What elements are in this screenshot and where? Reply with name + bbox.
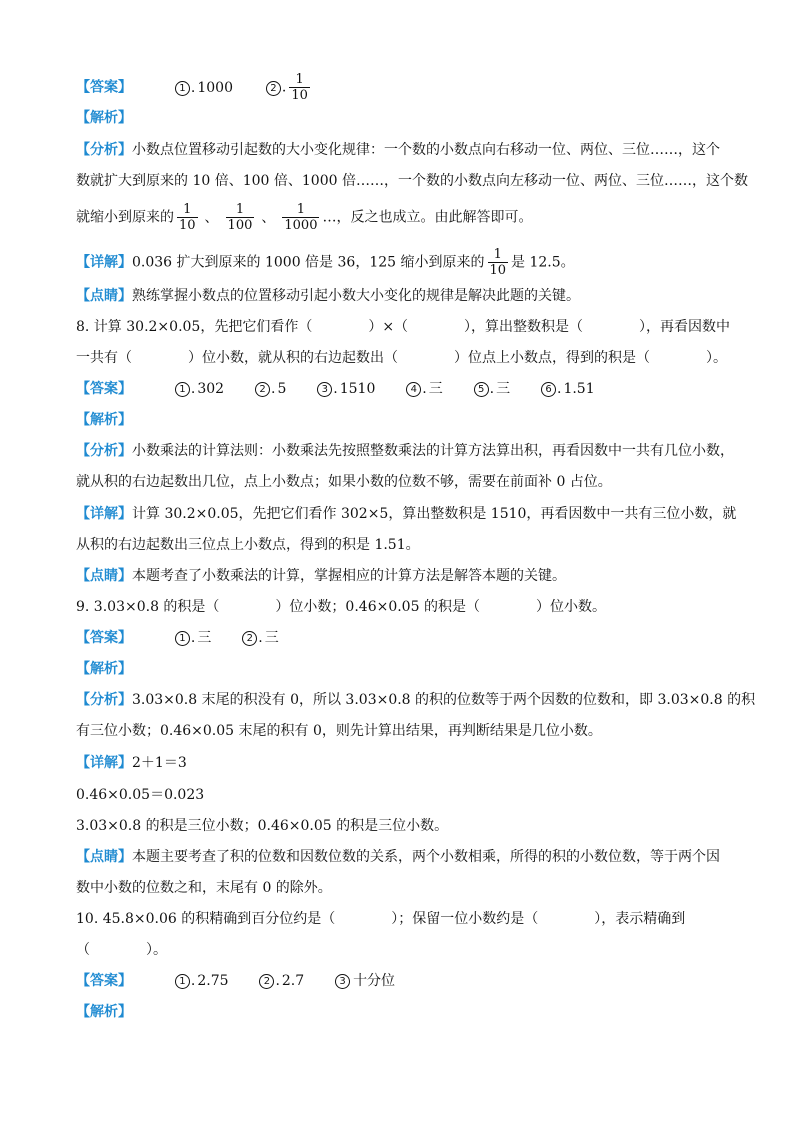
q8-fenxi-line-1: 【分析】小数乘法的计算法则：小数乘法先按照整数乘法的计算方法算出积，再看因数中一共有几位小数，: [76, 443, 734, 459]
q9-answer-1: 1 . 三: [175, 628, 211, 648]
q10-analysis-label: 【解析】: [76, 1004, 132, 1020]
q9-analysis-label: 【解析】: [76, 661, 132, 677]
dianjing-label: 【点睛】: [76, 288, 132, 304]
q7-fenxi-line-1: 【分析】小数点位置移动引起数的大小变化规律：一个数的小数点向右移动一位、两位、三位……，这个: [76, 142, 720, 158]
answer-label: 【答案】: [76, 630, 132, 646]
q7-analysis-label: 【解析】: [76, 110, 132, 126]
q8-xiangjie-line-1: 【详解】计算 30.2×0.05，先把它们看作 302×5，算出整数积是 1510，再看因数中一共有三位小数，就: [76, 506, 737, 522]
q8-answer-1: 1 . 302: [175, 379, 224, 399]
q10-answer-1: 1 . 2.75: [175, 971, 229, 991]
q8-answer-2: 2 . 5: [255, 379, 286, 399]
q8-answer-3: 3 . 1510: [317, 379, 375, 399]
fenxi-label: 【分析】: [76, 692, 132, 708]
fenxi-label: 【分析】: [76, 142, 132, 158]
xiangjie-label: 【详解】: [76, 254, 132, 271]
fenxi-label: 【分析】: [76, 443, 132, 459]
q7-dianjing: 【点睛】熟练掌握小数点的位置移动引起小数大小变化的规律是解决此题的关键。: [76, 288, 580, 304]
q9-dianjing-line-1: 【点睛】本题主要考查了积的位数和因数位数的关系，两个小数相乘，所得的积的小数位数，等于两个因: [76, 849, 720, 865]
q8-answer-row: [76, 379, 595, 399]
answer-label: 【答案】: [76, 973, 132, 989]
q9-answer-2: 2 . 三: [242, 628, 278, 648]
q7-fenxi-line-2: 数就扩大到原来的 10 倍、100 倍、1000 倍……，一个数的小数点向左移动一位、两位、三位……，这个数: [76, 173, 748, 189]
q8-question-line-1: 8. 计算 30.2×0.05，先把它们看作（ ）×（ ），算出整数积是（ ），再看因数中: [76, 319, 731, 335]
q8-analysis-label: 【解析】: [76, 412, 132, 428]
q7-answer-2: 2 . $\frac{1}{10}$: [266, 72, 313, 103]
q9-fenxi-line-2: 有三位小数；0.46×0.05 末尾的积有 0，则先计算出结果，再判断结果是几位小数。: [76, 723, 602, 739]
q7-xiangjie: 【详解】0.036 扩大到原来的 1000 倍是 36，125 缩小到原来的 $\frac{1}{10}$ 是 12.5。: [76, 247, 575, 278]
fraction: $\frac{1}{10}$: [489, 247, 507, 278]
q8-dianjing: 【点睛】本题考查了小数乘法的计算，掌握相应的计算方法是解答本题的关键。: [76, 568, 566, 584]
q8-question-line-2: 一共有（ ）位小数，就从积的右边起数出（ ）位点上小数点，得到的积是（ ）。: [76, 350, 727, 366]
q10-answer-2: 2 . 2.7: [259, 971, 304, 991]
answer-label: 【答案】: [76, 79, 132, 96]
q9-xiangjie-line-2: 0.46×0.05＝0.023: [76, 787, 205, 803]
xiangjie-label: 【详解】: [76, 506, 132, 522]
q10-question-line-2: （ ）。: [76, 942, 167, 958]
q8-answer-4: 4 . 三: [406, 379, 442, 399]
q10-answer-3: 3 十分位: [335, 971, 395, 991]
fraction: $\frac{1}{10}$: [179, 202, 196, 233]
circled-number-1: 1: [175, 81, 190, 96]
q7-answer-row: [76, 72, 313, 103]
circled-number-2: 2: [266, 81, 281, 96]
xiangjie-label: 【详解】: [76, 755, 132, 771]
q9-answer-row: [76, 628, 279, 648]
q9-xiangjie-line-3: 3.03×0.8 的积是三位小数；0.46×0.05 的积是三位小数。: [76, 818, 449, 834]
dianjing-label: 【点睛】: [76, 568, 132, 584]
q8-fenxi-line-2: 就从积的右边起数出几位，点上小数点；如果小数的位数不够，需要在前面补 0 占位。: [76, 474, 612, 490]
answer-label: 【答案】: [76, 381, 132, 397]
q9-dianjing-line-2: 数中小数的位数之和，末尾有 0 的除外。: [76, 880, 332, 896]
q8-answer-5: 5 . 三: [474, 379, 510, 399]
dianjing-label: 【点睛】: [76, 849, 132, 865]
q8-answer-6: 6 . 1.51: [541, 379, 595, 399]
q9-question: 9. 3.03×0.8 的积是（ ）位小数；0.46×0.05 的积是（ ）位小数。: [76, 599, 606, 615]
q7-answer-1: 1 . 1000: [175, 78, 233, 98]
q9-fenxi-line-1: 【分析】3.03×0.8 末尾的积没有 0，所以 3.03×0.8 的积的位数等于两个因数的位数和，即 3.03×0.8 的积: [76, 692, 756, 708]
fraction: $\frac{1}{1000}$: [284, 202, 318, 233]
q8-xiangjie-line-2: 从积的右边起数出三位点上小数点，得到的积是 1.51。: [76, 537, 420, 553]
q7-fenxi-line-3: 就缩小到原来的 $\frac{1}{10}$ 、 $\frac{1}{100}$ 、 $\frac{1}{1000}$ …，反之也成立。由此解答即可。: [76, 202, 533, 233]
fraction: $\frac{1}{100}$: [227, 202, 253, 233]
q10-answer-row: [76, 971, 395, 991]
fraction: $\frac{1}{10}$: [291, 72, 308, 103]
q9-xiangjie-line-1: 【详解】2＋1＝3: [76, 755, 187, 771]
q10-question-line-1: 10. 45.8×0.06 的积精确到百分位约是（ ）；保留一位小数约是（ ），表示精确到: [76, 911, 686, 927]
